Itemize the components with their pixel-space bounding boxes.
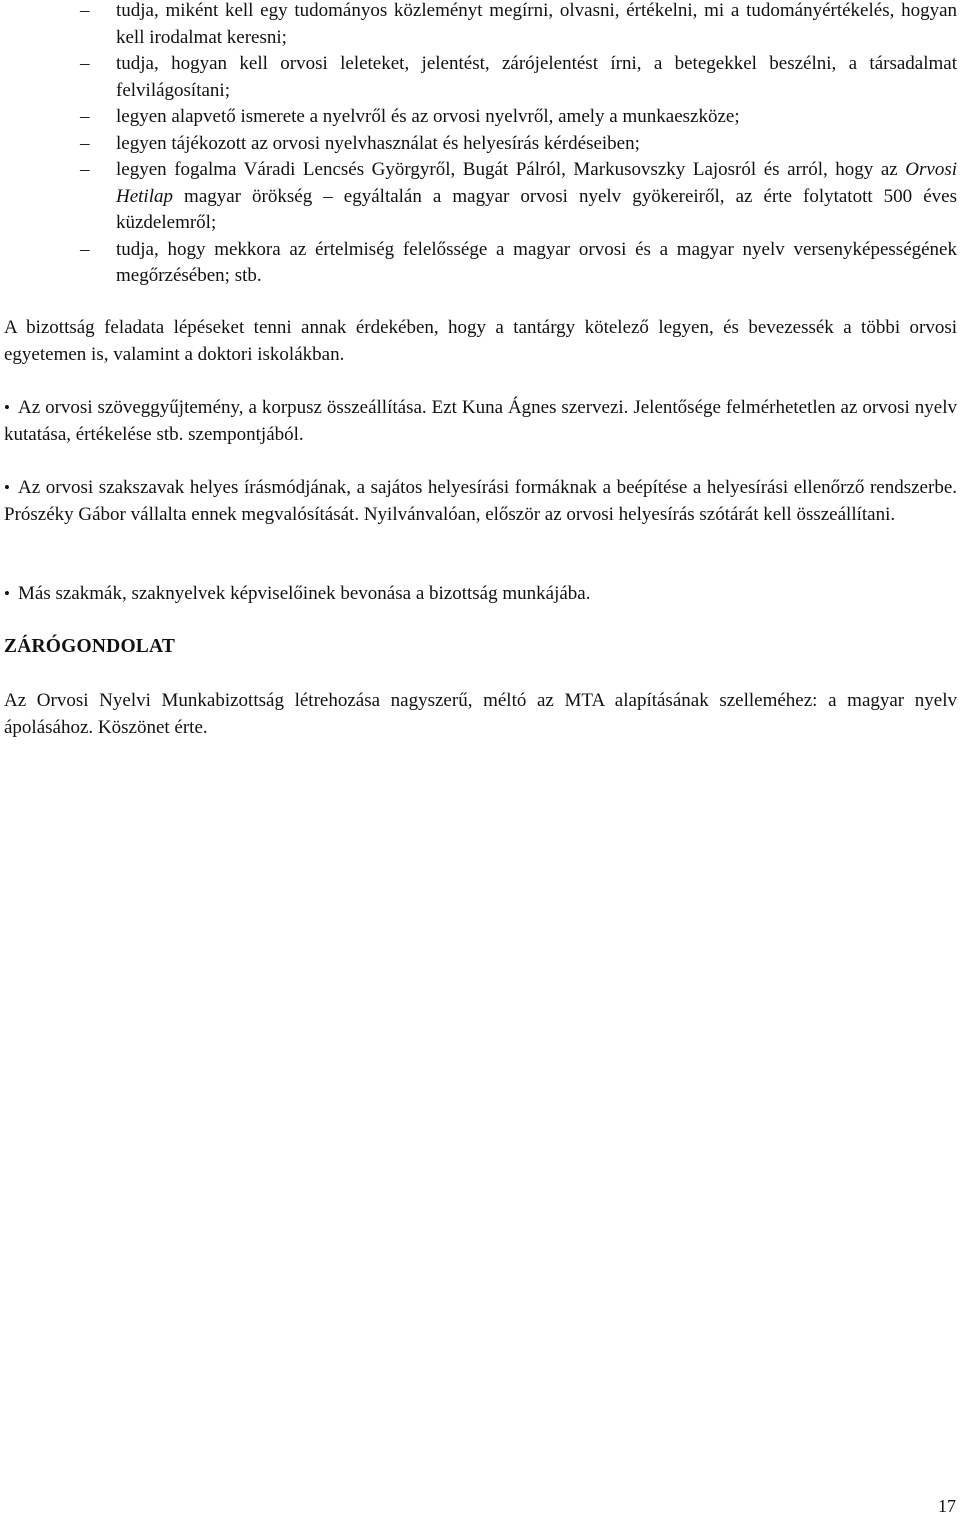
bullet-paragraph [4,395,957,448]
list-item [4,104,957,131]
dash-list [4,0,957,290]
dash-marker: – [80,106,90,127]
page-number: 17 [938,1496,956,1516]
dash-marker: – [80,132,90,154]
list-item-text: legyen alapvető ismerete a nyelvről és az orvosi nyelvről, amely a munkaeszköze; [116,106,740,127]
list-item-text: tudja, hogy mekkora az értelmiség felelőssége a magyar orvosi és a magyar nyelv versenyképességének megőrzésében; stb. [116,238,957,286]
bullet-marker: • [4,398,10,417]
dash-marker: – [80,238,90,260]
list-item-text-after: magyar örökség – egyáltalán a magyar orvosi nyelv gyökereiről, az érte folytatott 500 éves küzdelemről; [116,185,957,233]
bullet-marker: • [4,478,10,497]
committee-paragraph: A bizottság feladata lépéseket tenni annak érdekében, hogy a tantárgy kötelező legyen, és bevezessék a többi orvosi egyetemen is, valamint a doktori iskolákban. [4,317,957,365]
bullet-paragraph [4,581,957,608]
list-item [4,237,957,290]
bullet-text: Más szakmák, szaknyelvek képviselőinek bevonása a bizottság munkájába. [18,583,591,604]
list-item-text: tudja, miként kell egy tudományos közleményt megírni, olvasni, értékelni, mi a tudományértékelés, hogyan kell irodalmat keresni; [116,0,957,48]
list-item [4,51,957,104]
dash-marker: – [80,53,90,74]
dash-marker: – [80,159,90,180]
bullet-text: Az orvosi szakszavak helyes írásmódjának, a sajátos helyesírási formáknak a beépítése a helyesírási ellenőrző rendszerbe. Prószéky Gábor vállalta ennek megvalósítását. Nyilvánvalóan, először az orvosi helyesírás szótárát kell összeállítani. [4,477,957,525]
bullet-paragraph [4,475,957,528]
bullet-marker: • [4,584,10,603]
bullet-text: Az orvosi szöveggyűjtemény, a korpusz összeállítása. Ezt Kuna Ágnes szervezi. Jelentősége felmérhetetlen az orvosi nyelv kutatása, értékelése stb. szempontjából. [4,397,957,445]
dash-marker: – [80,0,90,21]
list-item [4,131,957,158]
journal-title: Orvosi Hetilap [116,159,957,207]
list-item-text-before: legyen fogalma Váradi Lencsés Györgyről, Bugát Pálról, Markusovszky Lajosról és arról, hogy az [116,159,906,180]
list-item-text: legyen tájékozott az orvosi nyelvhasználat és helyesírás kérdéseiben; [116,132,640,154]
list-item [4,0,957,51]
section-heading: ZÁRÓGONDOLAT [4,636,176,657]
list-item-text: tudja, hogyan kell orvosi leleteket, jelentést, zárójelentést írni, a betegekkel beszélni, a társadalmat felvilágosítani; [116,53,957,101]
list-item [4,157,957,237]
closing-paragraph: Az Orvosi Nyelvi Munkabizottság létrehozása nagyszerű, méltó az MTA alapításának szelleméhez: a magyar nyelv ápolásához. Köszönet érte. [4,690,957,738]
list-item-text [116,159,957,233]
